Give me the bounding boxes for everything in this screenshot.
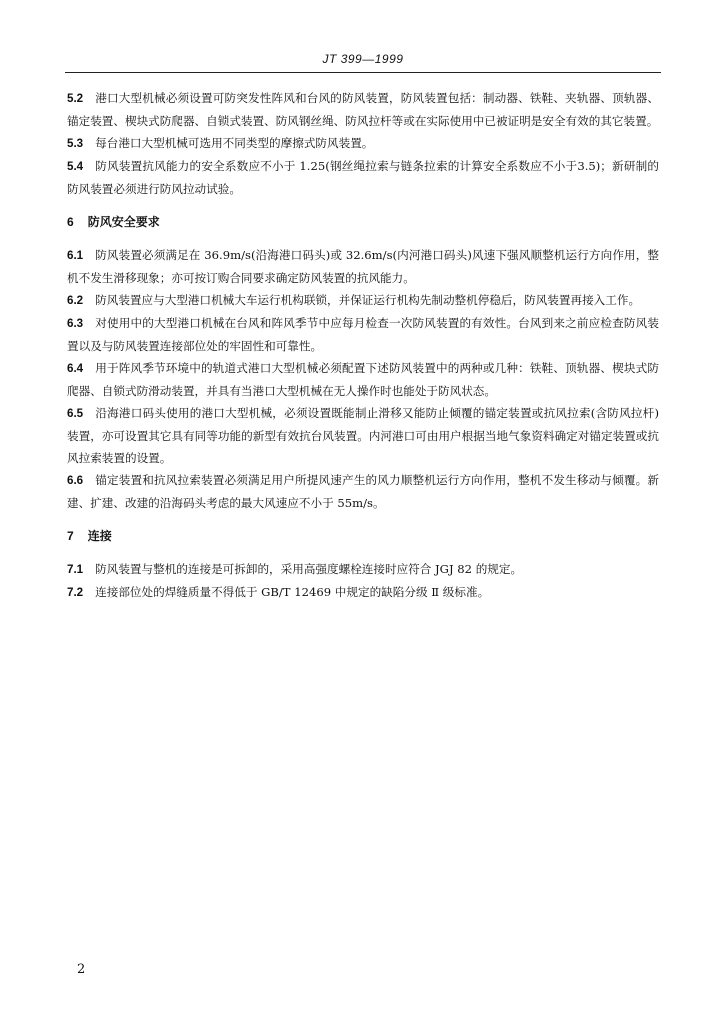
clause-text: 对使用中的大型港口机械在台风和阵风季节中应每月检查一次防风装置的有效性。台风到来之前应检查防风装置以及与防风装置连接部位处的牢固性和可靠性。: [67, 316, 659, 353]
clause-paragraph: [67, 244, 659, 289]
clause-number: 7.1: [67, 563, 84, 576]
section-title-text: 防风安全要求: [87, 215, 160, 229]
clause-text: 锚定装置和抗风拉索装置必须满足用户所提风速产生的风力顺整机运行方向作用，整机不发生移动与倾覆。新建、扩建、改建的沿海码头考虑的最大风速应不小于 55m/s。: [67, 473, 659, 510]
clause-text: 防风装置必须满足在 36.9m/s(沿海港口码头)或 32.6m/s(内河港口码头)风速下强风顺整机运行方向作用，整机不发生滑移现象；亦可按订购合同要求确定防风装置的抗风能力。: [67, 248, 659, 285]
clause-text: 防风装置与整机的连接是可拆卸的，采用高强度螺栓连接时应符合 JGJ 82 的规定。: [95, 562, 523, 576]
section-number: 7: [67, 529, 74, 543]
clause-number: 6.1: [67, 249, 84, 262]
clause-number: 6.5: [67, 407, 84, 420]
clause-paragraph: [67, 155, 659, 200]
clause-paragraph: [67, 402, 659, 469]
page-number: 2: [77, 962, 86, 977]
clause-paragraph: [67, 132, 659, 155]
clause-number: 5.2: [67, 92, 84, 105]
section-heading: [67, 211, 659, 233]
clause-number: 6.6: [67, 474, 84, 487]
clause-paragraph: [67, 558, 659, 581]
clause-paragraph: [67, 312, 659, 357]
clause-paragraph: [67, 87, 659, 132]
clause-text: 用于阵风季节环境中的轨道式港口大型机械必须配置下述防风装置中的两种或几种：铁鞋、顶轨器、楔块式防爬器、自锁式防滑动装置，并具有当港口大型机械在无人操作时也能处于防风状态。: [67, 361, 659, 398]
section-number: 6: [67, 215, 74, 229]
clause-number: 5.3: [67, 137, 84, 150]
header-rule: [65, 72, 661, 73]
clause-number: 6.4: [67, 362, 84, 375]
clause-text: 港口大型机械必须设置可防突发性阵风和台风的防风装置，防风装置包括：制动器、铁鞋、夹轨器、顶轨器、锚定装置、楔块式防爬器、自锁式装置、防风钢丝绳、防风拉杆等或在实际使用中已被证明是安全有效的其它装置。: [67, 91, 659, 128]
clause-text: 防风装置应与大型港口机械大车运行机构联锁，并保证运行机构先制动整机停稳后，防风装置再接入工作。: [95, 293, 641, 307]
clause-text: 沿海港口码头使用的港口大型机械，必须设置既能制止滑移又能防止倾覆的锚定装置或抗风拉索(含防风拉杆)装置，亦可设置其它具有同等功能的新型有效抗台风装置。内河港口可由用户根据当地气象资料确定对锚定装置或抗风拉索装置的设置。: [67, 406, 659, 465]
clause-number: 6.2: [67, 294, 84, 307]
clause-paragraph: [67, 357, 659, 402]
clause-text: 每台港口大型机械可选用不同类型的摩擦式防风装置。: [95, 136, 374, 150]
clause-number: 7.2: [67, 586, 84, 599]
running-header: JT 399—1999: [322, 52, 404, 66]
clause-number: 6.3: [67, 317, 84, 330]
section-title-text: 连接: [87, 529, 112, 543]
document-body: [67, 87, 659, 604]
clause-text: 防风装置抗风能力的安全系数应不小于 1.25(钢丝绳拉索与链条拉索的计算安全系数应不小于3.5)；新研制的防风装置必须进行防风拉动试验。: [67, 159, 659, 196]
section-heading: [67, 525, 659, 547]
clause-paragraph: [67, 581, 659, 604]
clause-paragraph: [67, 469, 659, 514]
clause-number: 5.4: [67, 160, 84, 173]
clause-paragraph: [67, 289, 659, 312]
clause-text: 连接部位处的焊缝质量不得低于 GB/T 12469 中规定的缺陷分级 Ⅱ 级标准。: [95, 585, 490, 599]
